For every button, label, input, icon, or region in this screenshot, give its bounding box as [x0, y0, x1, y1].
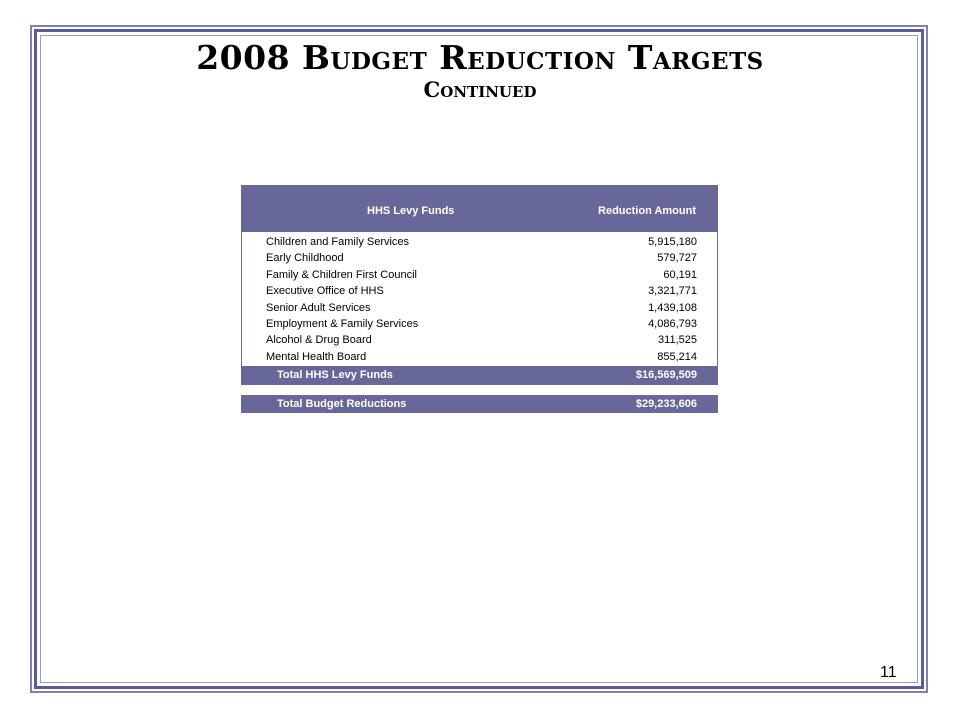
fund-name: Family & Children First Council	[266, 268, 417, 281]
table-row	[242, 250, 717, 266]
fund-amount: 3,321,771	[648, 285, 697, 298]
fund-name: Executive Office of HHS	[266, 285, 384, 298]
total-hhs-row	[242, 366, 717, 384]
table-rows	[242, 234, 717, 365]
fund-amount: 5,915,180	[648, 236, 697, 248]
total-budget-label: Total Budget Reductions	[277, 398, 407, 410]
fund-amount: 60,191	[663, 268, 697, 281]
table-row	[242, 316, 717, 332]
hhs-levy-funds-table	[241, 185, 718, 385]
table-row	[242, 267, 717, 283]
fund-name: Employment & Family Services	[266, 317, 419, 330]
fund-amount: 1,439,108	[648, 301, 697, 314]
header-fund: HHS Levy Funds	[367, 205, 455, 217]
slide-subtitle: Continued	[423, 77, 537, 102]
table-row	[242, 300, 717, 316]
fund-name: Children and Family Services	[266, 236, 410, 248]
fund-name: Early Childhood	[266, 252, 344, 265]
fund-amount: 579,727	[657, 252, 697, 265]
fund-amount: 4,086,793	[648, 317, 697, 330]
fund-amount: 311,525	[658, 334, 697, 347]
fund-name: Senior Adult Services	[266, 301, 371, 314]
fund-name: Alcohol & Drug Board	[266, 334, 372, 347]
table-header	[242, 186, 717, 232]
header-amount: Reduction Amount	[598, 205, 696, 217]
table-row	[242, 234, 717, 250]
table-row	[242, 283, 717, 299]
total-budget-amount: $29,233,606	[635, 398, 697, 410]
page-number: 11	[880, 664, 897, 681]
table-row	[242, 332, 717, 348]
fund-name: Mental Health Board	[266, 350, 367, 363]
total-budget-reductions-row	[241, 395, 718, 413]
total-hhs-label: Total HHS Levy Funds	[277, 369, 393, 381]
total-hhs-amount: $16,569,509	[635, 369, 697, 381]
fund-amount: 855,214	[657, 350, 697, 363]
slide-title: 2008 Budget Reduction Targets	[196, 38, 764, 77]
table-row	[242, 349, 717, 365]
